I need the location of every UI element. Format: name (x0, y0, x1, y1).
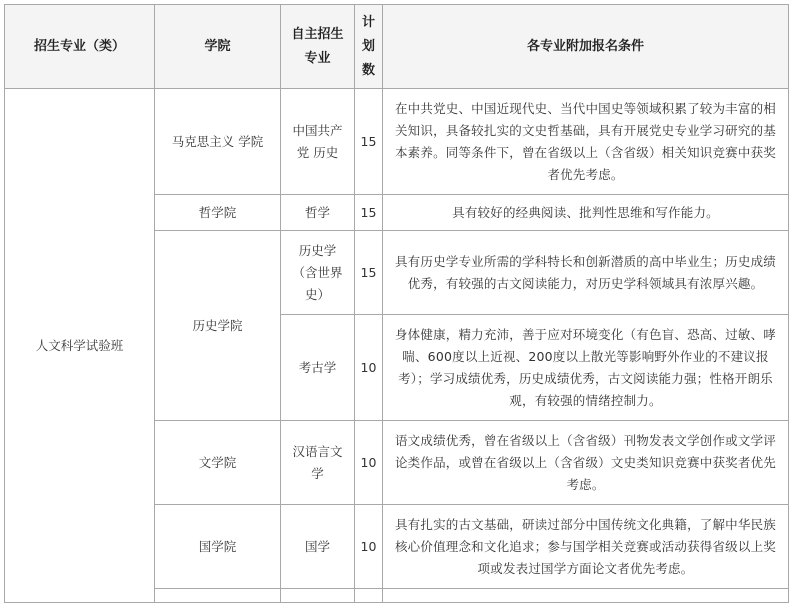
header-college: 学院 (155, 5, 281, 89)
admission-requirements-table (4, 4, 789, 603)
requirements-cell: 具有扎实的古文基础，研读过部分中国传统文化典籍，了解中华民族核心价值理念和文化追求；参与国学相关竞赛或活动获得省级以上奖项或发表过国学方面论文者优先考虑。 (383, 505, 789, 589)
major-cell: 哲学 (281, 195, 355, 231)
header-category: 招生专业（类） (5, 5, 155, 89)
requirements-cell (383, 589, 789, 603)
college-cell: 马克思主义 学院 (155, 89, 281, 195)
requirements-cell: 具有历史学专业所需的学科特长和创新潜质的高中毕业生；历史成绩优秀，有较强的古文阅读能力，对历史学科领域具有浓厚兴趣。 (383, 231, 789, 315)
college-cell: 文学院 (155, 421, 281, 505)
requirements-cell: 身体健康，精力充沛，善于应对环境变化（有色盲、恐高、过敏、哮喘、600度以上近视、200度以上散光等影响野外作业的不建议报考）；学习成绩优秀，历史成绩优秀，古文阅读能力强；性格开朗乐观，有较强的情绪控制力。 (383, 315, 789, 421)
requirements-cell: 具有较好的经典阅读、批判性思维和写作能力。 (383, 195, 789, 231)
category-cell: 人文科学试验班 (5, 89, 155, 603)
major-cell: 国学 (281, 505, 355, 589)
header-major-line2: 专业 (304, 50, 331, 66)
table-body (5, 89, 789, 603)
plan-cell: 10 (355, 505, 383, 589)
plan-cell: 15 (355, 195, 383, 231)
header-major (281, 5, 355, 89)
plan-cell: 10 (355, 421, 383, 505)
header-plan (355, 5, 383, 89)
header-plan-char: 计 (361, 14, 375, 30)
college-cell: 历史学院 (155, 231, 281, 421)
header-row (5, 5, 789, 89)
college-cell (155, 589, 281, 603)
header-requirements: 各专业附加报名条件 (383, 5, 789, 89)
plan-cell (355, 589, 383, 603)
requirements-cell: 在中共党史、中国近现代史、当代中国史等领域积累了较为丰富的相关知识，具备较扎实的文史哲基础，具有开展党史专业学习研究的基本素养。同等条件下，曾在省级以上（含省级）相关知识竞赛中获奖者优先考虑。 (383, 89, 789, 195)
header-plan-char: 划 (361, 38, 375, 54)
major-cell: 历史学（含世界史） (281, 231, 355, 315)
college-cell: 国学院 (155, 505, 281, 589)
major-cell: 考古学 (281, 315, 355, 421)
table-row (5, 89, 789, 195)
plan-cell: 15 (355, 89, 383, 195)
table-header (5, 5, 789, 89)
header-plan-char: 数 (361, 62, 375, 78)
requirements-cell: 语文成绩优秀，曾在省级以上（含省级）刊物发表文学创作或文学评论类作品，或曾在省级以上（含省级）文史类知识竞赛中获奖者优先考虑。 (383, 421, 789, 505)
major-cell: 汉语言文学 (281, 421, 355, 505)
plan-cell: 10 (355, 315, 383, 421)
plan-cell: 15 (355, 231, 383, 315)
major-cell: 中国共产党 历史 (281, 89, 355, 195)
major-cell (281, 589, 355, 603)
header-major-line1: 自主招生 (291, 26, 344, 42)
college-cell: 哲学院 (155, 195, 281, 231)
